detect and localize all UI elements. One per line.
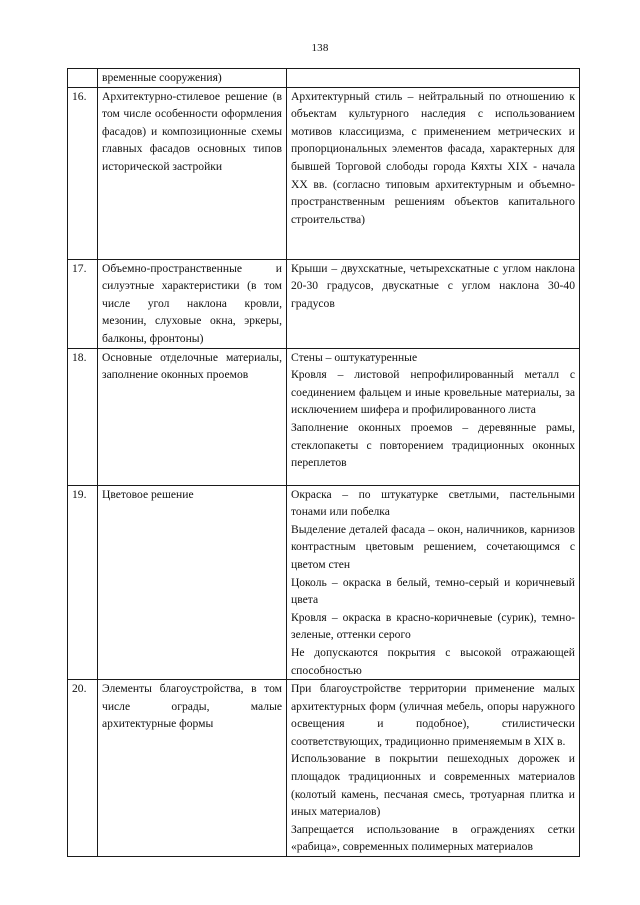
table-row	[68, 259, 580, 348]
row-number: 19.	[68, 485, 98, 680]
row-requirements	[287, 259, 580, 348]
row-requirements	[287, 87, 580, 259]
requirement-text: Кровля – листовой непрофилированный металл с соединением фальцем и иные кровельные материалы, за исключением шифера и профилированного листа	[291, 368, 575, 417]
row-number	[68, 69, 98, 88]
requirement-text: Заполнение оконных проемов – деревянные рамы, стеклопакеты с повторением традиционных оконных переплетов	[291, 420, 575, 470]
page-number: 138	[311, 42, 329, 54]
requirement-text: Запрещается использование в ограждениях сетки «рабица», современных полимерных материалов	[291, 822, 575, 854]
row-requirements	[287, 69, 580, 88]
row-number: 16.	[68, 87, 98, 259]
row-requirements	[287, 485, 580, 680]
row-requirements	[287, 680, 580, 857]
requirement-text: Использование в покрытии пешеходных дорожек и площадок традиционных и современных материалов (колотый камень, песчаная смесь, тротуарная плитка и иных материалов)	[291, 752, 575, 819]
row-number: 18.	[68, 348, 98, 485]
requirement-text: Архитектурный стиль – нейтральный по отношению к объектам культурного наследия с использованием мотивов классицизма, с применением метрических и пропорциональных элементов фасада, характерных для бывшей Торговой слободы города Кяхты XIX - начала XX вв. (согласно типовым архитектурным и объемно-пространственным решениям объектов капитального строительства)	[291, 89, 575, 226]
requirement-text: Крыши – двухскатные, четырехскатные с углом наклона 20-30 градусов, двускатные с углом наклона 30-40 градусов	[291, 261, 575, 310]
row-parameter: Архитектурно-стилевое решение (в том числе особенности оформления фасадов) и композиционные схемы главных фасадов основных типов исторической застройки	[98, 87, 287, 259]
row-parameter: Основные отделочные материалы, заполнение оконных проемов	[98, 348, 287, 485]
requirement-text: Не допускаются покрытия с высокой отражающей способностью	[291, 645, 575, 677]
table-row	[68, 87, 580, 259]
regulations-table	[67, 68, 580, 857]
table-row	[68, 69, 580, 88]
requirement-text: Стены – оштукатуренные	[291, 350, 418, 364]
row-requirements	[287, 348, 580, 485]
row-parameter: временные сооружения)	[98, 69, 287, 88]
requirement-text: При благоустройстве территории применение малых архитектурных форм (уличная мебель, опоры наружного освещения и подобное), стилистически соответствующих, традиционно применяемым в XIX в.	[291, 682, 575, 748]
requirement-text: Окраска – по штукатурке светлыми, пастельными тонами или побелка	[291, 487, 575, 519]
row-parameter: Объемно-пространственные и силуэтные характеристики (в том числе угол наклона кровли, мезонин, слуховые окна, эркеры, балконы, фронтоны)	[98, 259, 287, 348]
row-parameter: Элементы благоустройства, в том числе ограды, малые архитектурные формы	[98, 680, 287, 857]
requirement-text: Кровля – окраска в красно-коричневые (сурик), темно-зеленые, оттенки серого	[291, 610, 575, 642]
table-row	[68, 680, 580, 857]
row-parameter: Цветовое решение	[98, 485, 287, 680]
table-row	[68, 485, 580, 680]
requirement-text: Цоколь – окраска в белый, темно-серый и коричневый цвета	[291, 575, 575, 607]
row-number: 17.	[68, 259, 98, 348]
row-number: 20.	[68, 680, 98, 857]
requirement-text: Выделение деталей фасада – окон, наличников, карнизов контрастным цветовым решением, сочетающимся с цветом стен	[291, 522, 575, 571]
table-row	[68, 348, 580, 485]
